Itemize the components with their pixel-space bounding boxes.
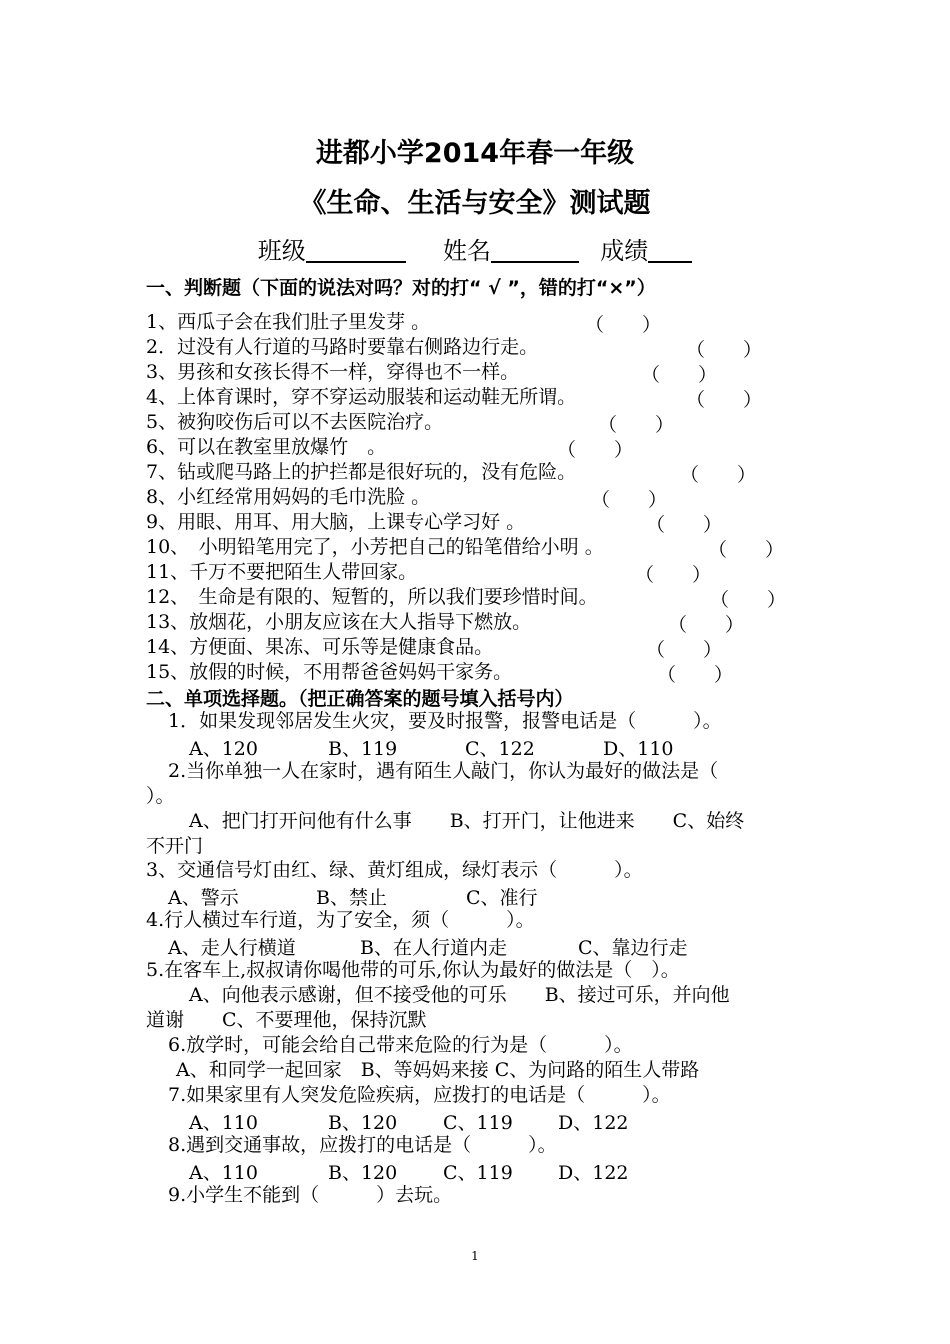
- q7-option-b: B、120: [328, 1112, 398, 1134]
- q3-option-c: C、准行: [466, 887, 538, 909]
- q5-options: A、向他表示感谢，但不接受他的可乐 B、接过可乐，并向他: [189, 984, 730, 1006]
- q1-option-d: D、110: [603, 738, 674, 760]
- answer-bracket[interactable]: （ ）: [557, 439, 634, 461]
- answer-bracket[interactable]: （ ）: [598, 414, 675, 436]
- judgment-item: 14、方便面、果冻、可乐等是健康食品。: [146, 636, 494, 658]
- judgment-item: 9、用眼、用耳、用大脑，上课专心学习好 。: [146, 511, 526, 533]
- judgment-item: 3、男孩和女孩长得不一样，穿得也不一样。: [146, 361, 520, 383]
- q3-option-a: A、警示: [168, 887, 239, 909]
- judgment-item: 7、钻或爬马路上的护拦都是很好玩的，没有危险。: [146, 461, 577, 483]
- section1-heading: 一、判断题（下面的说法对吗？对的打“ √ ”，错的打“×”）: [146, 277, 656, 299]
- section2-heading: 二、单项选择题。（把正确答案的题号填入括号内）: [146, 688, 574, 710]
- score-blank: [648, 235, 692, 263]
- q4-option-c: C、靠边行走: [578, 937, 688, 959]
- question-6: 6.放学时，可能会给自己带来危险的行为是（ ）。: [168, 1034, 633, 1056]
- q2-options-wrap: 不开门: [146, 835, 204, 857]
- answer-bracket[interactable]: （ ）: [710, 589, 787, 611]
- q2-options: A、把门打开问他有什么事 B、打开门，让他进来 C、始终: [189, 810, 745, 832]
- question-7: 7.如果家里有人突发危险疾病，应拨打的电话是（ ）。: [168, 1084, 671, 1106]
- q4-option-b: B、在人行道内走: [360, 937, 507, 959]
- answer-bracket[interactable]: （ ）: [657, 664, 734, 686]
- q5-options-wrap: 道谢 C、不要理他，保持沉默: [146, 1009, 427, 1031]
- student-info-row: [0, 231, 950, 266]
- question-2: 2.当你单独一人在家时，遇有陌生人敲门，你认为最好的做法是（: [168, 760, 719, 782]
- q8-option-d: D、122: [558, 1162, 629, 1184]
- answer-bracket[interactable]: （ ）: [635, 564, 712, 586]
- judgment-item: 8、小红经常用妈妈的毛巾洗脸 。: [146, 486, 431, 508]
- q7-option-d: D、122: [558, 1112, 629, 1134]
- page-number: 1: [471, 1249, 479, 1263]
- class-label: 班级: [257, 237, 306, 265]
- answer-bracket[interactable]: （ ）: [641, 364, 718, 386]
- name-label: 姓名: [443, 237, 491, 265]
- q7-option-c: C、119: [443, 1112, 513, 1134]
- question-2-cont: ）。: [146, 785, 175, 807]
- q8-option-c: C、119: [443, 1162, 513, 1184]
- question-4: 4.行人横过车行道，为了安全，须（ ）。: [146, 909, 535, 931]
- judgment-item: 15、放假的时候，不用帮爸爸妈妈干家务。: [146, 661, 513, 683]
- score-label: 成绩: [600, 237, 649, 265]
- q8-option-a: A、110: [189, 1162, 258, 1184]
- judgment-item: 10、 小明铅笔用完了，小芳把自己的铅笔借给小明 。: [146, 536, 604, 558]
- q6-options: A、和同学一起回家 B、等妈妈来接 C、为问路的陌生人带路: [176, 1059, 700, 1081]
- judgment-item: 1、西瓜子会在我们肚子里发芽 。: [146, 311, 431, 333]
- question-1: 1．如果发现邻居发生火灾，要及时报警，报警电话是（ ）。: [168, 710, 722, 732]
- judgment-item: 2．过没有人行道的马路时要靠右侧路边行走。: [146, 336, 539, 358]
- exam-title-line2: 《生命、生活与安全》测试题: [299, 188, 651, 219]
- question-9: 9.小学生不能到（ ）去玩。: [168, 1184, 453, 1206]
- question-5: 5.在客车上,叔叔请你喝他带的可乐,你认为最好的做法是（ ）。: [146, 959, 680, 981]
- answer-bracket[interactable]: （ ）: [668, 614, 745, 636]
- answer-bracket[interactable]: （ ）: [591, 489, 668, 511]
- class-blank: [306, 235, 406, 263]
- q3-option-b: B、禁止: [316, 887, 387, 909]
- name-blank: [491, 235, 579, 263]
- answer-bracket[interactable]: （ ）: [646, 514, 723, 536]
- judgment-item: 12、 生命是有限的、短暂的，所以我们要珍惜时间。: [146, 586, 598, 608]
- judgment-item: 6、可以在教室里放爆竹 。: [146, 436, 387, 458]
- q4-option-a: A、走人行横道: [168, 937, 296, 959]
- answer-bracket[interactable]: （ ）: [686, 389, 763, 411]
- q1-option-a: A、120: [189, 738, 258, 760]
- exam-title-line1: 进都小学2014年春一年级: [315, 138, 635, 169]
- q1-option-c: C、122: [465, 738, 535, 760]
- question-8: 8.遇到交通事故，应拨打的电话是（ ）。: [168, 1134, 557, 1156]
- answer-bracket[interactable]: （ ）: [708, 539, 785, 561]
- q1-option-b: B、119: [328, 738, 398, 760]
- q8-option-b: B、120: [328, 1162, 398, 1184]
- answer-bracket[interactable]: （ ）: [680, 464, 757, 486]
- judgment-item: 5、被狗咬伤后可以不去医院治疗。: [146, 411, 444, 433]
- judgment-item: 11、千万不要把陌生人带回家。: [146, 561, 418, 583]
- answer-bracket[interactable]: （ ）: [585, 314, 662, 336]
- judgment-item: 13、放烟花，小朋友应该在大人指导下燃放。: [146, 611, 532, 633]
- question-3: 3、交通信号灯由红、绿、黄灯组成，绿灯表示（ ）。: [146, 859, 643, 881]
- answer-bracket[interactable]: （ ）: [686, 339, 763, 361]
- q7-option-a: A、110: [189, 1112, 258, 1134]
- judgment-item: 4、上体育课时，穿不穿运动服装和运动鞋无所谓。: [146, 386, 577, 408]
- answer-bracket[interactable]: （ ）: [646, 639, 723, 661]
